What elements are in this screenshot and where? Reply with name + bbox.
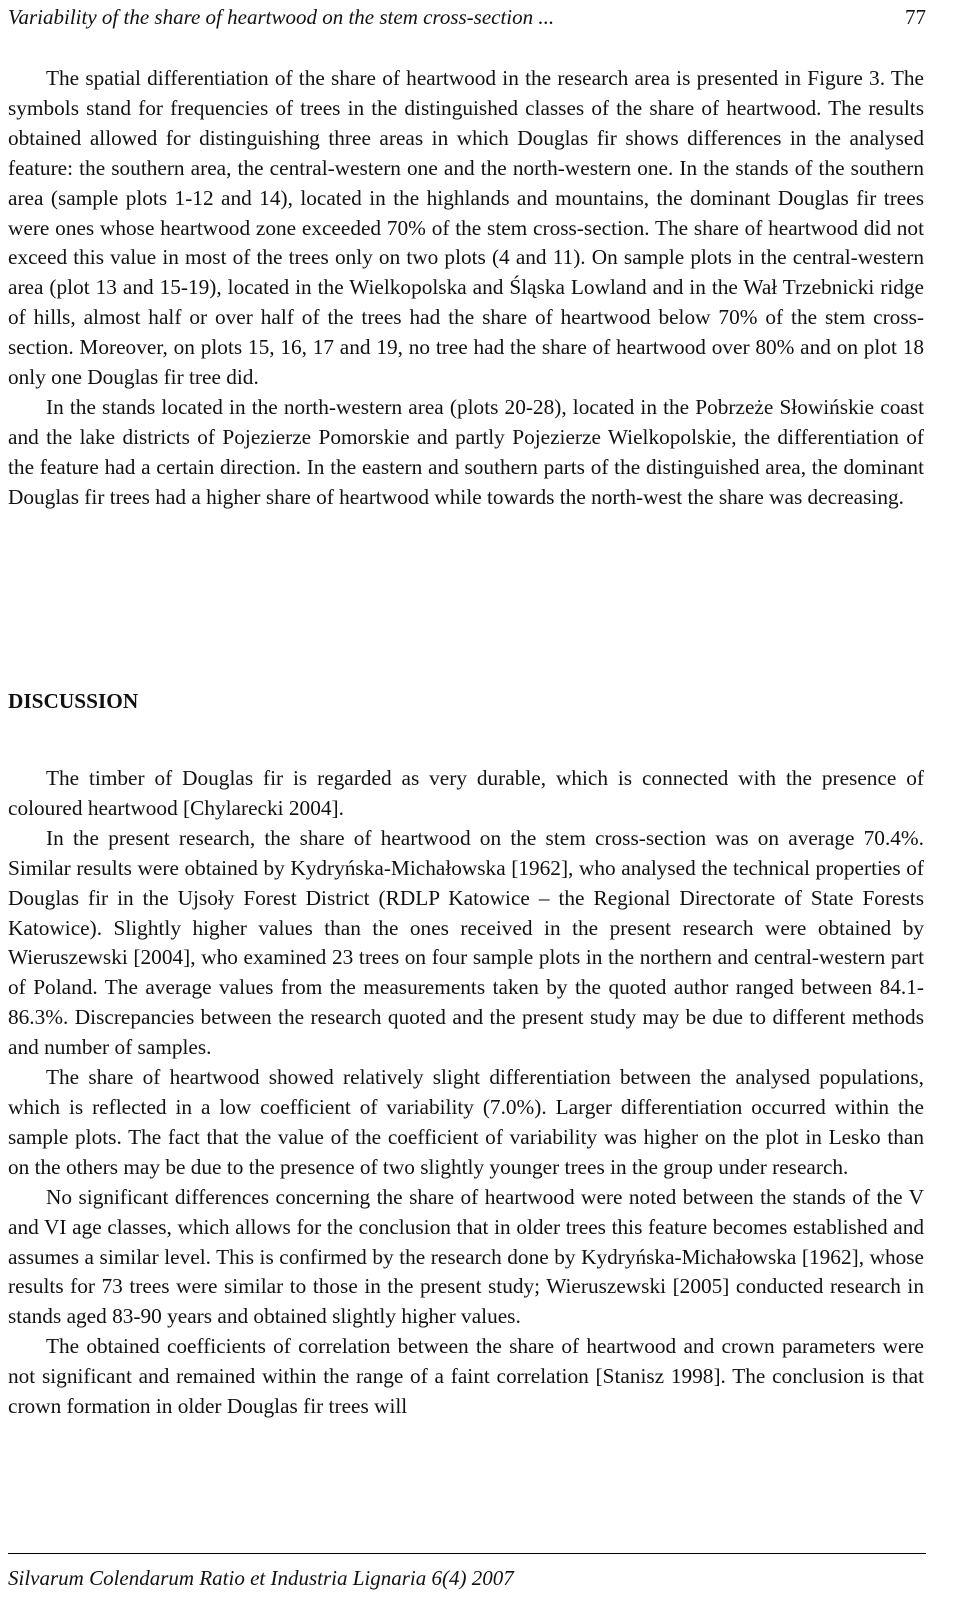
discussion-heading-wrap	[8, 604, 924, 764]
paragraph: In the present research, the share of heartwood on the stem cross-section was on average 70.4%. Similar results were obtained by Kydryńska-Michałowska [1962], who analysed the technical properties of Douglas fir in the Ujsoły Forest District (RDLP Katowice – the Regional Directorate of State Forests Katowice). Slightly higher values than the ones received in the present research were obtained by Wieruszewski [2004], who examined 23 trees on four sample plots in the northern and central-western part of Poland. The average values from the measurements taken by the quoted author ranged between 84.1-86.3%. Discrepancies between the research quoted and the present study may be due to different methods and number of samples.	[8, 825, 924, 1060]
paragraph: The timber of Douglas fir is regarded as very durable, which is connected with the presence of coloured heartwood [Chylarecki 2004].	[8, 766, 924, 820]
footer-divider	[8, 1553, 926, 1554]
running-header	[8, 2, 926, 36]
page-body	[8, 64, 924, 1422]
discussion-section	[8, 764, 924, 1422]
running-title: Variability of the share of heartwood on the stem cross-section ...	[8, 5, 555, 29]
paragraph: In the stands located in the north-western area (plots 20-28), located in the Pobrzeże Słowińskie coast and the lake districts of Pojezierze Pomorskie and partly Pojezierze Wielkopolskie, the differentiation of the feature had a certain direction. In the eastern and southern parts of the distinguished area, the dominant Douglas fir trees had a higher share of heartwood while towards the north-west the share was decreasing.	[8, 394, 924, 509]
page-number: 77	[905, 5, 926, 29]
paragraph: The spatial differentiation of the share of heartwood in the research area is presented in Figure 3. The symbols stand for frequencies of trees in the distinguished classes of the share of heartwood. The results obtained allowed for distinguishing three areas in which Douglas fir shows differences in the analysed feature: the southern area, the central-western one and the north-western one. In the stands of the southern area (sample plots 1-12 and 14), located in the highlands and mountains, the dominant Douglas fir trees were ones whose heartwood zone exceeded 70% of the stem cross-section. The share of heartwood did not exceed this value in most of the trees only on two plots (4 and 11). On sample plots in the central-western area (plot 13 and 15-19), located in the Wielkopolska and Śląska Lowland and in the Wał Trzebnicki ridge of hills, almost half or over half of the trees had the share of heartwood below 70% of the stem cross-section. Moreover, on plots 15, 16, 17 and 19, no tree had the share of heartwood over 80% and on plot 18 only one Douglas fir tree did.	[8, 66, 924, 390]
paragraph: The share of heartwood showed relatively slight differentiation between the analysed populations, which is reflected in a low coefficient of variability (7.0%). Larger differentiation occurred within the sample plots. The fact that the value of the coefficient of variability was higher on the plot in Lesko than on the others may be due to the presence of two slightly younger trees in the group under research.	[8, 1065, 924, 1179]
results-section	[8, 64, 924, 604]
paragraph: No significant differences concerning the share of heartwood were noted between the stands of the V and VI age classes, which allows for the conclusion that in older trees this feature becomes established and assumes a similar level. This is confirmed by the research done by Kydryńska-Michałowska [1962], whose results for 73 trees were similar to those in the present study; Wieruszewski [2005] conducted research in stands aged 83-90 years and obtained slightly higher values.	[8, 1184, 924, 1329]
section-heading: DISCUSSION	[8, 689, 139, 713]
journal-footer: Silvarum Colendarum Ratio et Industria Lignaria 6(4) 2007	[8, 1566, 514, 1590]
paragraph: The obtained coefficients of correlation between the share of heartwood and crown parameters were not significant and remained within the range of a faint correlation [Stanisz 1998]. The conclusion is that crown formation in older Douglas fir trees will	[8, 1334, 924, 1419]
